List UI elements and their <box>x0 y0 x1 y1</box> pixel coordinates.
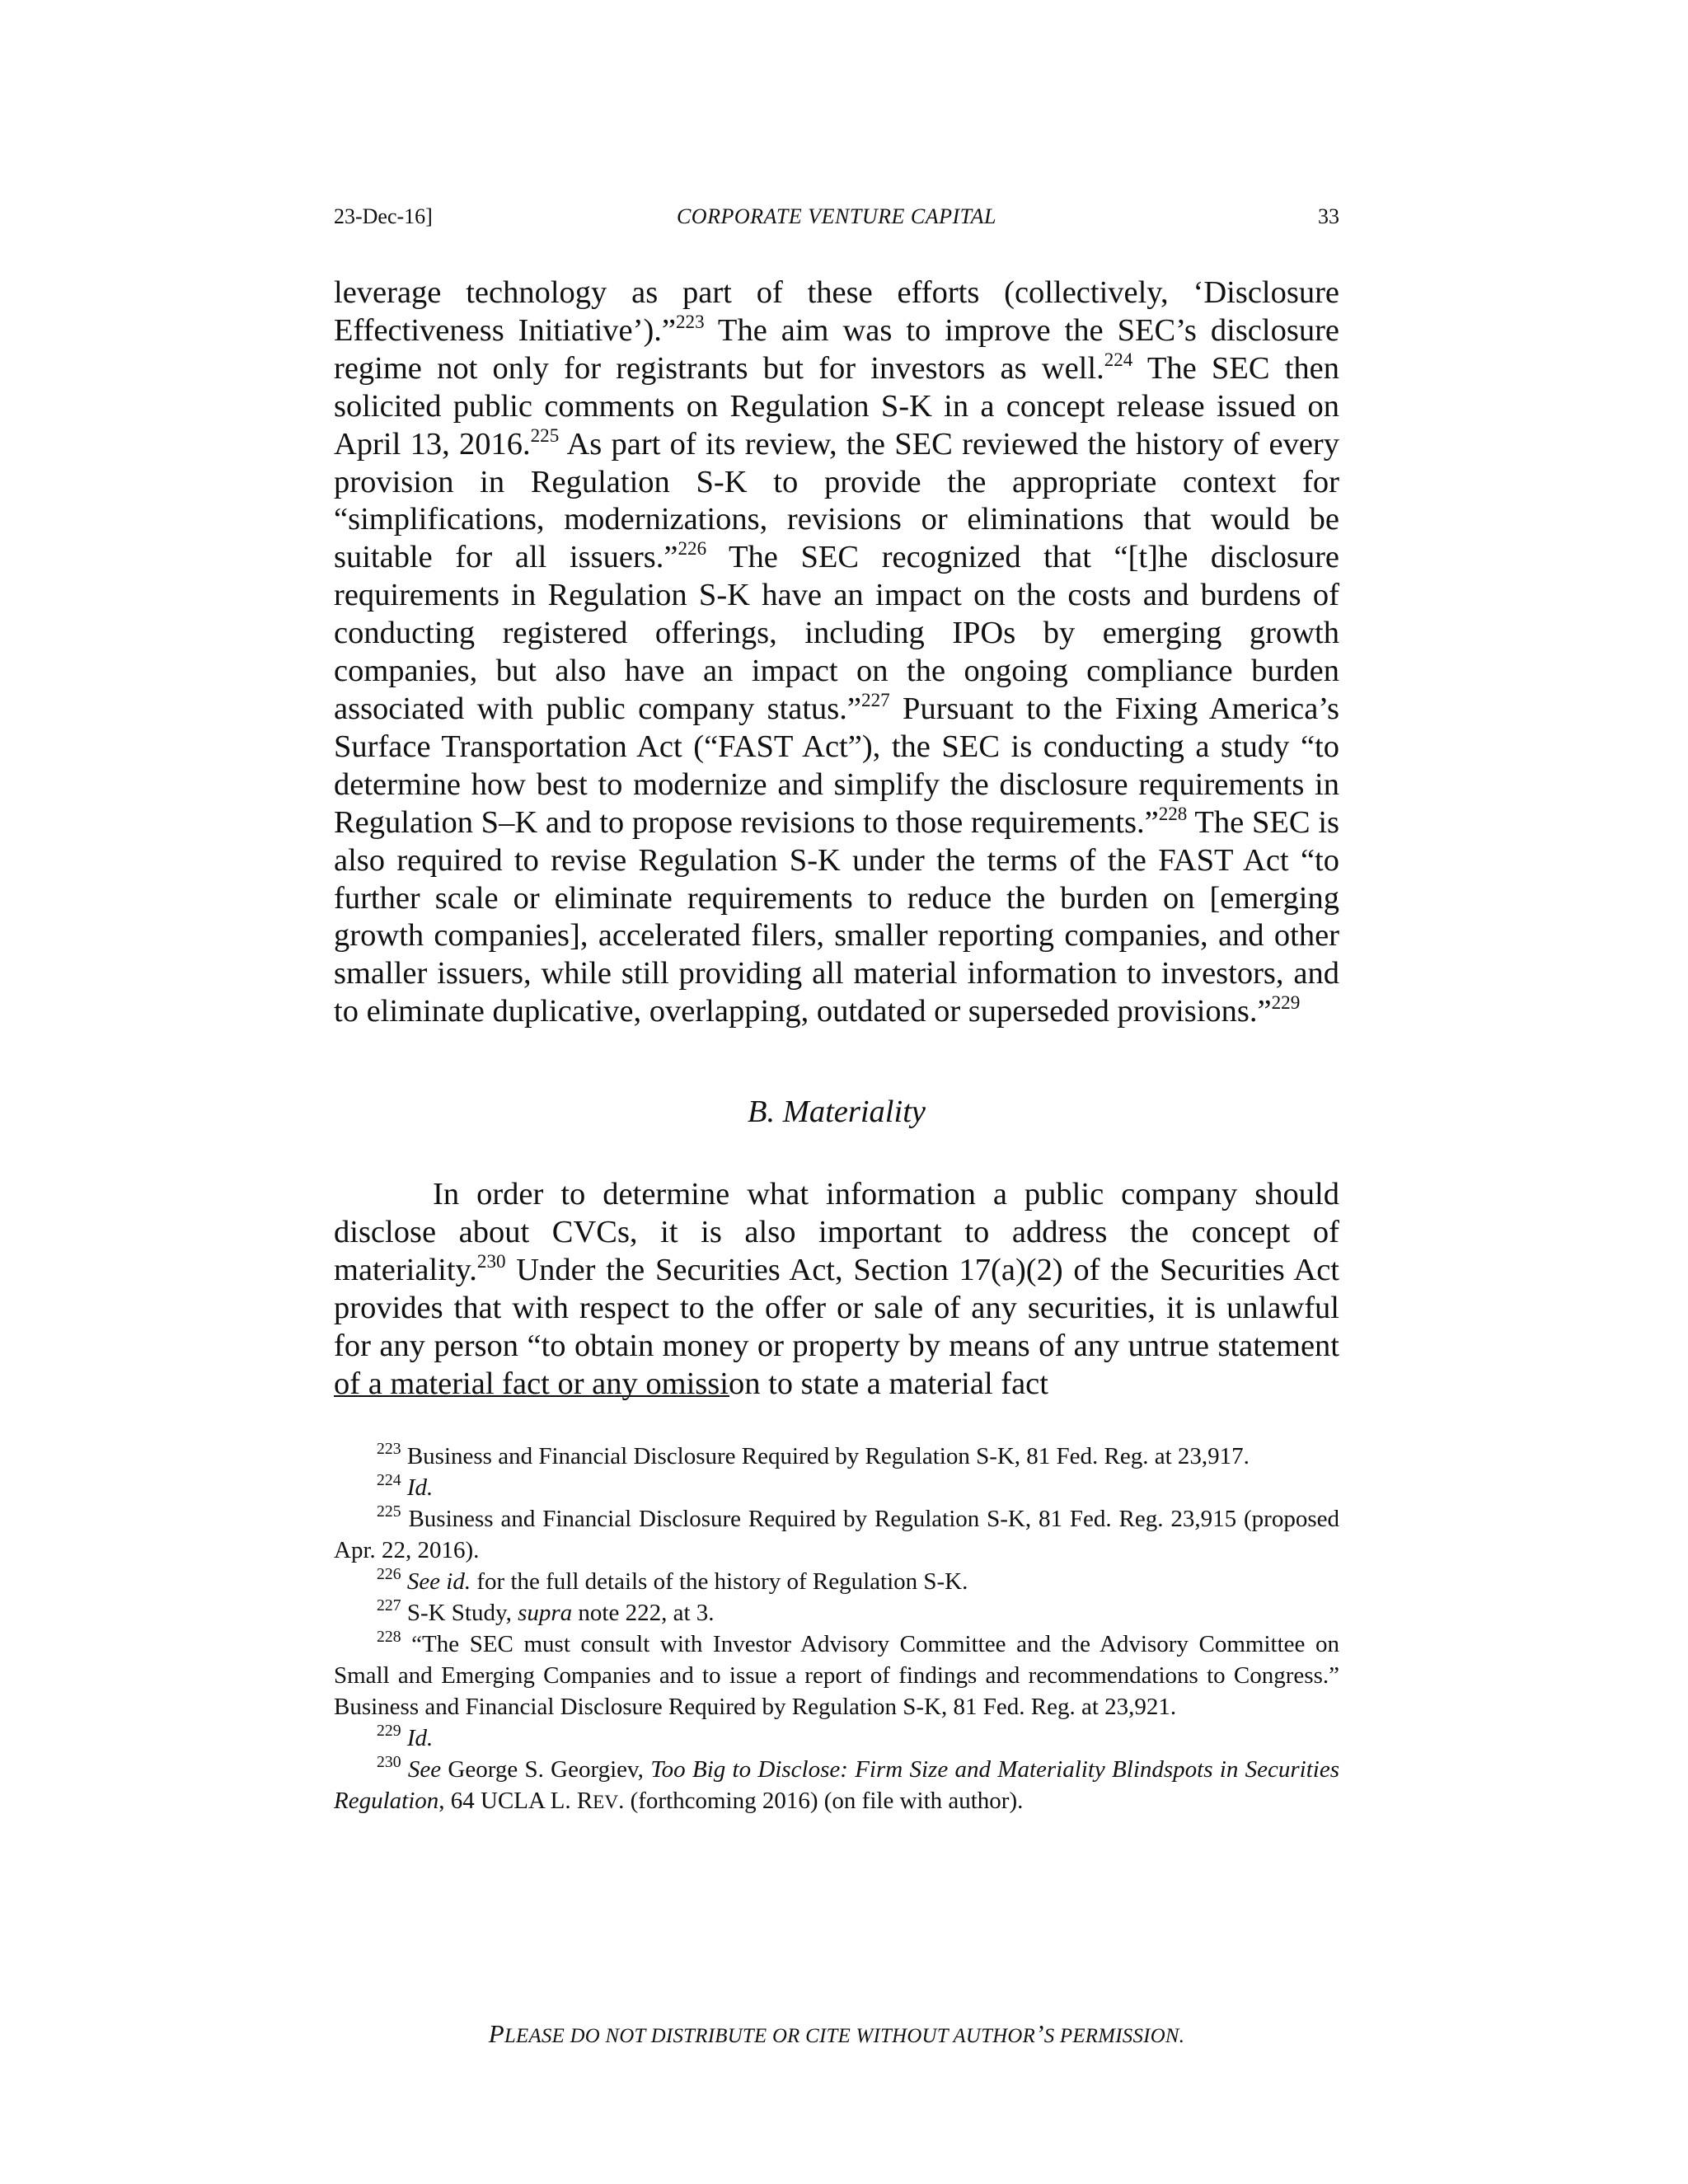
footnote-text: , 64 UCLA L. R <box>438 1788 593 1814</box>
page-footer <box>334 2019 1339 2049</box>
signal-text: See <box>401 1756 442 1783</box>
footnote-number: 230 <box>377 1753 401 1772</box>
footnote-227 <box>334 1597 1339 1629</box>
signal-text: supra <box>518 1600 573 1626</box>
running-header <box>334 204 1339 237</box>
footnote-223 <box>334 1441 1339 1472</box>
footnotes <box>334 1441 1339 1818</box>
footnote-text: . (forthcoming 2016) (on file with author). <box>618 1788 1024 1814</box>
footnote-226 <box>334 1566 1339 1597</box>
paragraph <box>334 274 1339 1031</box>
footer-text: ’ <box>1035 2019 1044 2048</box>
footnote-divider <box>334 1395 729 1397</box>
footnote-text: George S. Georgiev, <box>441 1756 651 1783</box>
footnote-text: Id. <box>401 1725 434 1751</box>
section-paragraph <box>334 1175 1339 1403</box>
footnote-ref[interactable]: 226 <box>678 537 707 560</box>
footnote-text: S-K Study, <box>401 1600 518 1626</box>
text-run: In order to determine what information a public company should disclose about CVCs, it is also important to address the concept of materiality. <box>334 1177 1339 1287</box>
section-heading: B. Materiality <box>748 1094 926 1129</box>
paragraph <box>334 1175 1339 1403</box>
footnote-229 <box>334 1722 1339 1754</box>
footnote-230 <box>334 1754 1339 1818</box>
header-date: 23-Dec-16] <box>334 204 433 228</box>
text-run: Under the Securities Act, Section 17(a)(2) of the Securities Act provides that with respect to the offer or sale of any securities, it is unlawful for any person “to obtain money or property by means of any untrue statement of a material fact or any omission to state a material fact <box>334 1253 1339 1401</box>
body-paragraph <box>334 274 1339 1031</box>
footer-text: P <box>488 2019 504 2048</box>
footnote-text: EV <box>593 1792 619 1813</box>
footnote-text: Business and Financial Disclosure Required by Regulation S-K, 81 Fed. Reg. 23,915 (proposed Apr. 22, 2016). <box>334 1506 1339 1563</box>
footnote-number: 226 <box>377 1565 401 1584</box>
footnote-text: Business and Financial Disclosure Required by Regulation S-K, 81 Fed. Reg. at 23,917. <box>401 1443 1250 1469</box>
text-run: The SEC recognized that “[t]he disclosure requirements in Regulation S-K have an impact on the costs and burdens of conducting registered offerings, including IPOs by emerging growth companies, but also have an impact on the ongoing compliance burden associated with public company status.” <box>334 540 1339 726</box>
footnote-text: Id. <box>401 1474 434 1501</box>
text-run: The SEC then solicited public comments on Regulation S-K in a concept release issued on April 13, 2016. <box>334 350 1339 462</box>
footnote-ref[interactable]: 224 <box>1104 348 1133 370</box>
signal-text: See id. <box>401 1568 471 1595</box>
footnote-224 <box>334 1472 1339 1503</box>
footnote-ref[interactable]: 230 <box>476 1250 506 1272</box>
footnote-text: for the full details of the history of Regulation S-K. <box>471 1568 968 1595</box>
footnote-number: 228 <box>377 1628 401 1647</box>
cited-title: Too Big to Disclose: Firm Size and Materiality Blindspots in Securities Regulation <box>334 1756 1339 1814</box>
text-run: The SEC is also required to revise Regulation S-K under the terms of the FAST Act “to further scale or eliminate requirements to reduce the burden on [emerging growth companies], accelerated filers, smaller reporting companies, and other smaller issuers, while still providing all material information to investors, and to eliminate duplicative, overlapping, outdated or superseded provisions.” <box>334 804 1339 1029</box>
footnote-text: “The SEC must consult with Investor Advisory Committee and the Advisory Committee on Small and Emerging Companies and to issue a report of findings and recommendations to Congress.” Business and Financial Disclosure Required by Regulation S-K, 81 Fed. Reg. at 23,921. <box>334 1631 1339 1720</box>
footnote-text: note 222, at 3. <box>572 1600 715 1626</box>
text-run: leverage technology as part of these efforts (collectively, ‘Disclosure Effectiveness Initiative’).” <box>334 275 1339 348</box>
footnote-228 <box>334 1629 1339 1722</box>
footnote-ref[interactable]: 223 <box>676 310 705 332</box>
footnote-number: 224 <box>377 1471 401 1490</box>
text-run: The aim was to improve the SEC’s disclosure regime not only for registrants but for investors as well. <box>334 312 1339 386</box>
footer-text: S <box>1043 2025 1055 2047</box>
footnote-number: 229 <box>377 1722 401 1741</box>
footer-text: LEASE DO NOT DISTRIBUTE OR CITE WITHOUT AUTHOR <box>504 2025 1036 2047</box>
footnote-225 <box>334 1503 1339 1566</box>
footnote-ref[interactable]: 228 <box>1158 802 1188 824</box>
page-number: 33 <box>1318 204 1339 228</box>
header-title: CORPORATE VENTURE CAPITAL <box>676 204 997 228</box>
text-run: As part of its review, the SEC reviewed the history of every provision in Regulation S-K to provide the appropriate context for “simplifications, modernizations, revisions or eliminations that would be suitable for all issuers.” <box>334 426 1339 575</box>
footer-text: PERMISSION. <box>1054 2025 1185 2047</box>
footnote-ref[interactable]: 227 <box>861 688 890 710</box>
footnote-number: 227 <box>377 1596 401 1615</box>
footnote-number: 225 <box>377 1502 401 1521</box>
footnote-ref[interactable]: 225 <box>530 424 560 446</box>
footnote-number: 223 <box>377 1440 401 1459</box>
text-run: Pursuant to the Fixing America’s Surface Transportation Act (“FAST Act”), the SEC is conducting a study “to determine how best to modernize and simplify the disclosure requirements in Regulation S–K and to propose revisions to those requirements.” <box>334 691 1340 840</box>
footnote-ref[interactable]: 229 <box>1271 991 1301 1014</box>
